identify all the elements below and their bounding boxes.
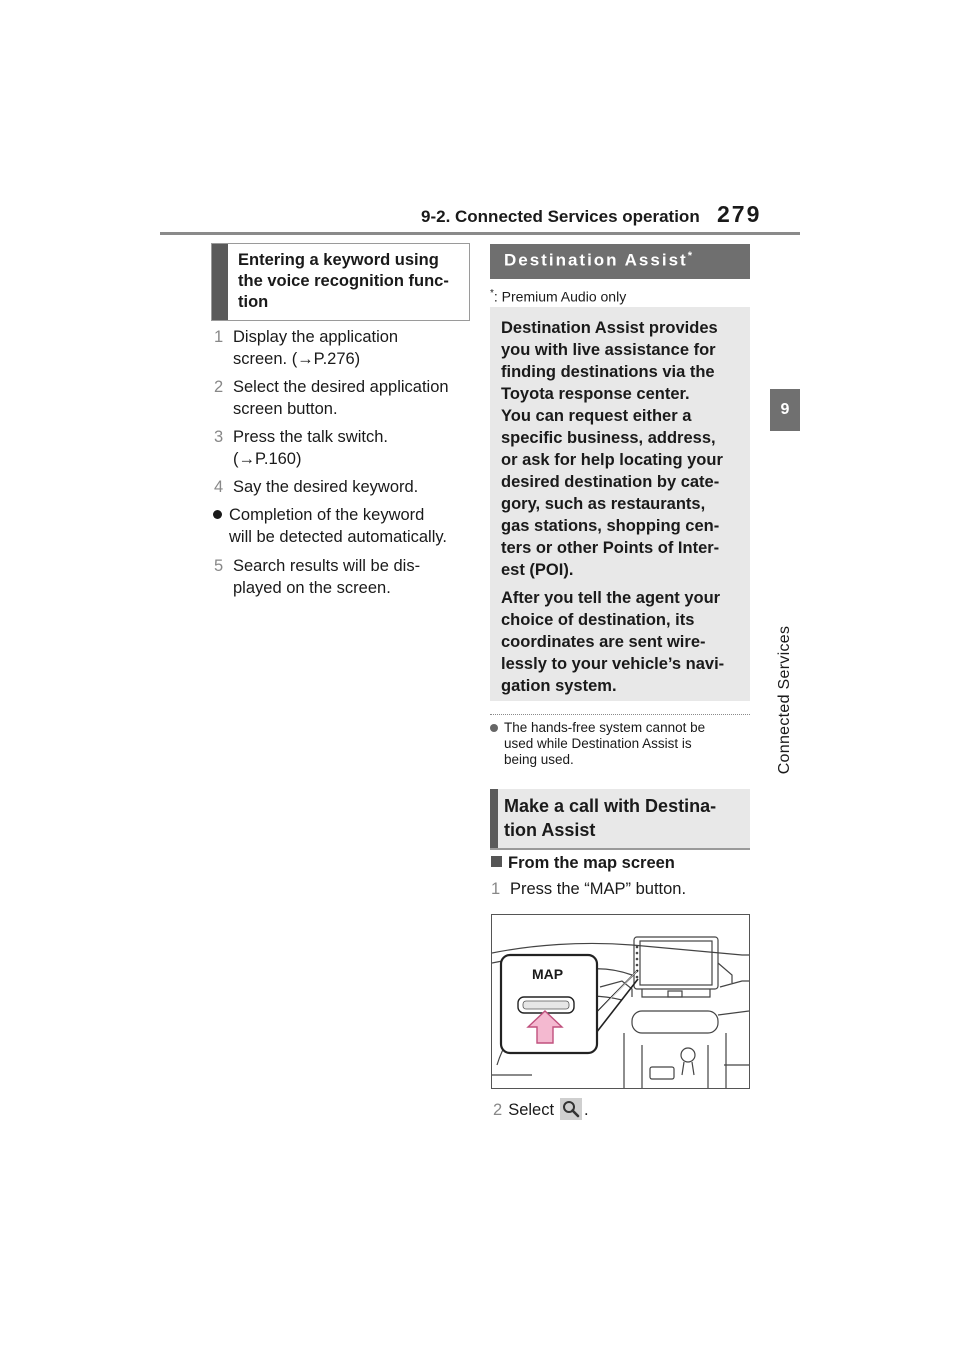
intro-line: ters or other Points of Inter- bbox=[501, 539, 720, 557]
step-number: 1 bbox=[214, 328, 224, 346]
keyword-section-title bbox=[238, 250, 465, 313]
step-number: 2 bbox=[214, 378, 224, 396]
step-line: Say the desired keyword. bbox=[233, 478, 419, 496]
intro-line: choice of destination, its bbox=[501, 611, 695, 629]
make-call-title bbox=[504, 794, 746, 842]
intro-line: specific business, address, bbox=[501, 429, 716, 447]
note-line: being used. bbox=[504, 752, 574, 767]
step-line: Display the application bbox=[233, 328, 399, 346]
keyword-title-line: tion bbox=[238, 293, 269, 311]
dashboard-drawing bbox=[492, 915, 749, 1088]
intro-line: finding destinations via the bbox=[501, 363, 715, 381]
step-number: 4 bbox=[214, 478, 224, 496]
keyword-section-bar bbox=[212, 244, 228, 320]
step-line: screen button. bbox=[233, 400, 338, 418]
step-line: Search results will be dis- bbox=[233, 557, 421, 575]
intro-line: gory, such as restaurants, bbox=[501, 495, 706, 513]
map-step-2 bbox=[493, 1098, 589, 1120]
keyword-title-line: the voice recognition func- bbox=[238, 272, 449, 290]
map-step-1 bbox=[491, 878, 751, 900]
intro-line: gation system. bbox=[501, 677, 617, 695]
bullet-dot bbox=[213, 510, 222, 519]
intro-line: Destination Assist provides bbox=[501, 319, 718, 337]
intro-line: you with live assistance for bbox=[501, 341, 716, 359]
intro-line: est (POI). bbox=[501, 561, 574, 579]
intro-line: lessly to your vehicle’s navi- bbox=[501, 655, 725, 673]
square-bullet-icon bbox=[491, 856, 502, 867]
step-number: 1 bbox=[491, 880, 501, 898]
step-3 bbox=[214, 426, 474, 470]
step-1 bbox=[214, 326, 474, 370]
subheading-text: From the map screen bbox=[508, 854, 675, 872]
footnote-mark: * bbox=[490, 288, 494, 299]
step-line: Press the talk switch. bbox=[233, 428, 388, 446]
hands-free-note bbox=[490, 720, 750, 768]
page-number: 279 bbox=[717, 201, 762, 227]
make-call-section-bar bbox=[490, 789, 498, 848]
make-call-section-box bbox=[490, 789, 750, 850]
destination-assist-title: Destination Assist bbox=[504, 250, 688, 270]
bullet-line: will be detected automatically. bbox=[229, 528, 447, 546]
intro-line: desired destination by cate- bbox=[501, 473, 720, 491]
intro-line: coordinates are sent wire- bbox=[501, 633, 706, 651]
search-icon-glyph bbox=[560, 1098, 582, 1120]
intro-line: or ask for help locating your bbox=[501, 451, 723, 469]
step-line: (→P.160) bbox=[233, 450, 302, 468]
chapter-label-text: Connected Services bbox=[776, 625, 793, 775]
step-number: 3 bbox=[214, 428, 224, 446]
step-number: 5 bbox=[214, 557, 224, 575]
intro-line: gas stations, shopping cen- bbox=[501, 517, 720, 535]
intro-line: You can request either a bbox=[501, 407, 692, 425]
search-icon[interactable] bbox=[560, 1098, 582, 1120]
step-2 bbox=[214, 376, 474, 420]
step-line: played on the screen. bbox=[233, 579, 391, 597]
step-line: screen. (→P.276) bbox=[233, 350, 361, 368]
step-line: Press the “MAP” button. bbox=[510, 880, 687, 898]
note-line: The hands-free system cannot be bbox=[504, 720, 706, 735]
make-call-title-line: tion Assist bbox=[504, 820, 596, 840]
footnote-mark: * bbox=[687, 250, 692, 262]
intro-line: Toyota response center. bbox=[501, 385, 690, 403]
intro-paragraph bbox=[501, 317, 742, 581]
note-bullet bbox=[490, 724, 498, 732]
step-4 bbox=[214, 476, 474, 498]
step-5 bbox=[214, 555, 474, 599]
premium-note-text: : Premium Audio only bbox=[493, 288, 627, 305]
bullet-line: Completion of the keyword bbox=[229, 506, 425, 524]
intro-line: After you tell the agent your bbox=[501, 589, 721, 607]
destination-assist-header bbox=[490, 244, 750, 279]
chapter-tab[interactable]: 9 bbox=[770, 389, 800, 431]
destination-assist-intro-box bbox=[490, 307, 750, 701]
step-suffix: . bbox=[584, 1101, 589, 1119]
intro-paragraph-2 bbox=[501, 587, 742, 697]
map-screen-subheading bbox=[491, 854, 675, 873]
section-title: 9-2. Connected Services operation bbox=[421, 207, 700, 226]
keyword-section-box bbox=[211, 243, 470, 321]
premium-note bbox=[490, 288, 626, 305]
completion-bullet bbox=[213, 504, 475, 548]
chapter-label bbox=[770, 440, 800, 960]
keyword-title-line: Entering a keyword using bbox=[238, 251, 439, 269]
dashboard-illustration bbox=[491, 914, 750, 1089]
step-number: 2 bbox=[493, 1101, 503, 1119]
step-line: Select the desired application bbox=[233, 378, 449, 396]
map-button-label: MAP bbox=[532, 966, 564, 982]
make-call-title-line: Make a call with Destina- bbox=[504, 796, 717, 816]
header-rule bbox=[160, 232, 800, 235]
step-text: Select bbox=[508, 1101, 555, 1119]
note-divider bbox=[490, 714, 750, 715]
note-line: used while Destination Assist is bbox=[504, 736, 692, 751]
